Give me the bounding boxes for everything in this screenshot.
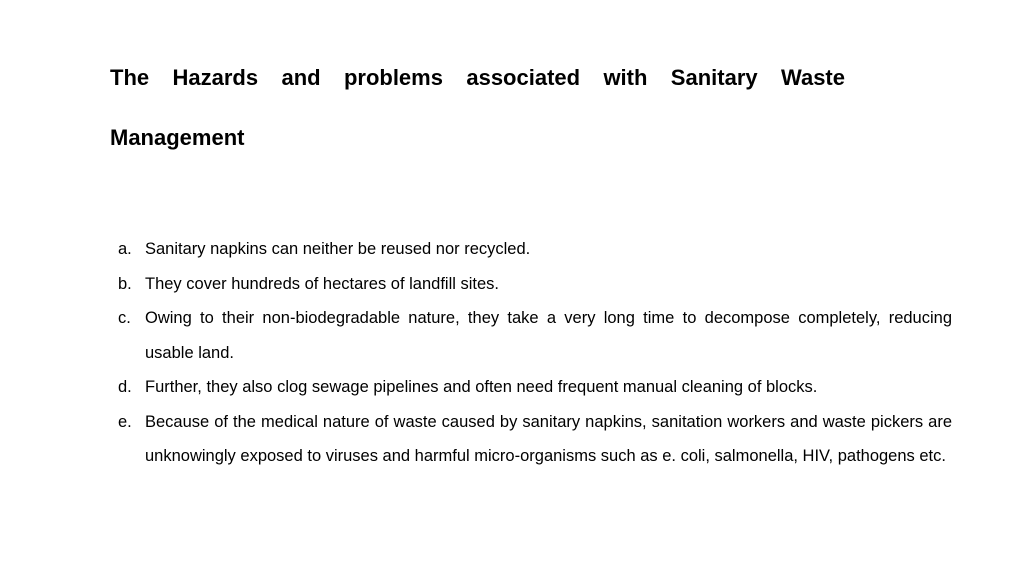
list-marker: d. <box>118 378 132 396</box>
list-item <box>118 405 952 474</box>
list-item-text: Because of the medical nature of waste caused by sanitary napkins, sanitation workers and waste pickers are unknowingly exposed to viruses and harmful micro-organisms such as e. coli, salmonella, HIV, pathogens etc. <box>145 412 952 465</box>
list-item <box>118 301 952 370</box>
list-item-text: Sanitary napkins can neither be reused nor recycled. <box>145 240 531 258</box>
list-item <box>118 267 952 302</box>
list-item <box>118 232 952 267</box>
list-marker: c. <box>118 309 131 327</box>
list-marker: a. <box>118 240 132 258</box>
hazards-list <box>118 232 952 474</box>
list-item-text: Further, they also clog sewage pipelines and often need frequent manual cleaning of blocks. <box>145 378 818 396</box>
list-item-text: They cover hundreds of hectares of landfill sites. <box>145 274 500 293</box>
list-marker: b. <box>118 274 132 293</box>
list-marker: e. <box>118 412 132 431</box>
list-item <box>118 370 952 405</box>
slide-title: The Hazards and problems associated with Sanitary Waste Management <box>110 65 845 150</box>
list-item-text: Owing to their non-biodegradable nature, they take a very long time to decompose completely, reducing usable land. <box>145 309 952 362</box>
